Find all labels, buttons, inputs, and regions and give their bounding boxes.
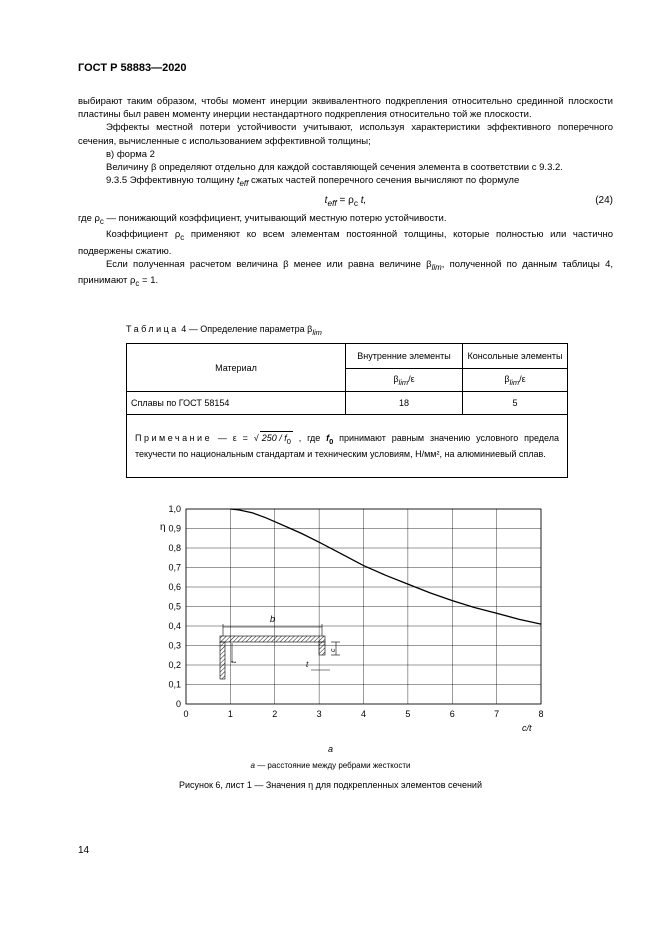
paragraph: в) форма 2: [106, 148, 155, 160]
text: Если полученная расчетом величина β менее или равна величине β: [106, 258, 432, 270]
subscript: eff: [327, 198, 337, 209]
paragraph: [78, 228, 613, 257]
x-tick-label: 3: [316, 709, 322, 719]
text: /ε: [519, 373, 526, 384]
equation-number: (24): [595, 195, 613, 207]
header-console: Консольные элементы: [463, 344, 568, 369]
y-tick-label: 0,5: [168, 601, 181, 612]
subscript: 0: [286, 436, 291, 446]
y-tick-label: 0,3: [168, 640, 181, 651]
x-tick-label: 2: [272, 709, 278, 719]
label-t-left: t: [231, 661, 238, 663]
document-header: ГОСТ Р 58883—2020: [78, 62, 187, 74]
cell-internal: 18: [346, 392, 463, 415]
legend-text: — расстояние между ребрами жесткости: [254, 761, 411, 770]
y-tick-label: 1,0: [168, 504, 181, 514]
subscript: eff: [239, 179, 249, 189]
subscript: c: [135, 278, 140, 288]
eta-curve: [230, 509, 541, 624]
paragraph: [78, 258, 613, 290]
symbol: η: [308, 780, 314, 790]
y-tick-label: 0,6: [168, 582, 181, 592]
table-caption: [126, 324, 322, 337]
eta-chart: [150, 500, 560, 740]
flange-hatched: [220, 636, 325, 642]
formula: [78, 194, 613, 210]
formula-24: [78, 190, 613, 212]
cell-material: Сплавы по ГОСТ 58154: [127, 392, 346, 415]
unit-console: [463, 369, 568, 392]
symbol: β: [393, 373, 399, 384]
text: , где: [292, 433, 327, 444]
text: Рисунок 6, лист 1 — Значения: [178, 780, 309, 790]
header-internal: Внутренние элементы: [346, 344, 463, 369]
label-b: b: [270, 614, 276, 624]
symbol: t: [324, 195, 328, 207]
x-tick-label: 8: [538, 709, 544, 719]
text: = ρ: [336, 195, 354, 207]
label-c: c: [330, 648, 337, 652]
body-text: [78, 95, 613, 290]
y-tick-label: 0: [175, 699, 181, 709]
sqrt-expression: [260, 431, 293, 448]
paragraph: [78, 174, 613, 190]
text: 250 / f: [261, 433, 287, 444]
table-4: [126, 343, 568, 478]
paragraph: выбирают таким образом, чтобы момент инерции эквивалентного подкрепления относительно срединной плоскости пластины был равен моменту инерции нестандартного подкрепления относительно той же плоскости.: [78, 96, 613, 121]
unit-internal: [346, 369, 463, 392]
text: , полученной по данным таблицы 4, принимают ρ: [78, 258, 613, 286]
x-tick-label: 7: [494, 709, 500, 719]
subscript: c: [353, 198, 358, 209]
note-label: Примечание: [135, 433, 213, 444]
text: = 1.: [139, 274, 159, 286]
subscript: lim: [398, 377, 409, 387]
y-tick-label: 0,7: [168, 562, 181, 573]
figure-legend: [0, 761, 661, 770]
text: /ε: [408, 373, 415, 384]
header-material: Материал: [127, 344, 346, 392]
subscript: lim: [312, 327, 322, 337]
right-lip-hatched: [319, 642, 325, 655]
symbol: f: [326, 433, 330, 444]
y-tick-label: 0,1: [168, 679, 181, 690]
y-tick-label: 0,9: [168, 523, 181, 534]
x-tick-label: 6: [449, 709, 455, 719]
x-tick-label: 4: [360, 709, 367, 719]
figure-caption: [0, 780, 661, 790]
figure-sublabel: а: [327, 744, 333, 754]
subscript: c: [99, 217, 104, 227]
text: сжатых частей поперечного сечения вычисляют по формуле: [248, 175, 520, 187]
text: 9.3.5 Эффективную толщину: [106, 175, 237, 187]
grid: [186, 509, 541, 704]
y-tick-label: 0,8: [168, 543, 181, 553]
text: Коэффициент ρ: [106, 229, 181, 241]
text: — понижающий коэффициент, учитывающий местную потерю устойчивости.: [103, 213, 447, 225]
subscript: 0: [329, 436, 334, 446]
table-label: Таблица: [126, 324, 179, 334]
text: для подкрепленных элементов сечений: [313, 780, 482, 790]
paragraph: Эффекты местной потери устойчивости учитывают, используя характеристики эффективного поперечного сечения, вычисленные с использованием эффективной толщины;: [78, 122, 613, 147]
text: где ρ: [78, 213, 100, 225]
cell-console: 5: [463, 392, 568, 415]
text: 4 — Определение параметра β: [178, 324, 313, 334]
table-note: Примечание — ε = √ $250 / f_0$ , где $f_0$ принимают равным значению условного предела текучести по национальным стандартам и техническим условиям, Н/мм², на алюминиевый сплав.: [127, 415, 568, 478]
symbol: β: [504, 373, 510, 384]
paragraph: [78, 212, 613, 228]
subscript: lim: [431, 262, 442, 272]
x-tick-label: 0: [183, 709, 189, 719]
stiffener-inset: [220, 614, 340, 679]
label-t-bottom: t: [306, 660, 309, 669]
y-tick-label: 0,2: [168, 660, 181, 670]
y-axis-label: η: [160, 522, 166, 533]
text: — ε =: [212, 433, 254, 444]
text: применяют ко всем элементам постоянной толщины, которые полностью или частично подвержены сжатию.: [78, 229, 614, 257]
subscript: lim: [509, 377, 520, 387]
x-tick-label: 5: [405, 709, 411, 719]
symbol: t,: [357, 195, 367, 207]
page-number: 14: [78, 845, 90, 856]
legend-symbol: а: [250, 761, 255, 770]
left-web-hatched: [220, 642, 225, 679]
text: принимают равным значению условного предела текучести по национальным стандартам и техническим условиям, Н/мм², на алюминиевый сплав.: [135, 433, 559, 459]
x-tick-label: 1: [227, 709, 233, 719]
table-row: [127, 392, 568, 415]
symbol: t: [236, 175, 240, 187]
y-tick-label: 0,4: [168, 621, 181, 631]
paragraph: Величину β определяют отдельно для каждой составляющей сечения элемента в соответствии с 9.3.2.: [106, 162, 563, 174]
x-axis-label: c/t: [522, 723, 532, 733]
subscript: c: [180, 233, 185, 243]
